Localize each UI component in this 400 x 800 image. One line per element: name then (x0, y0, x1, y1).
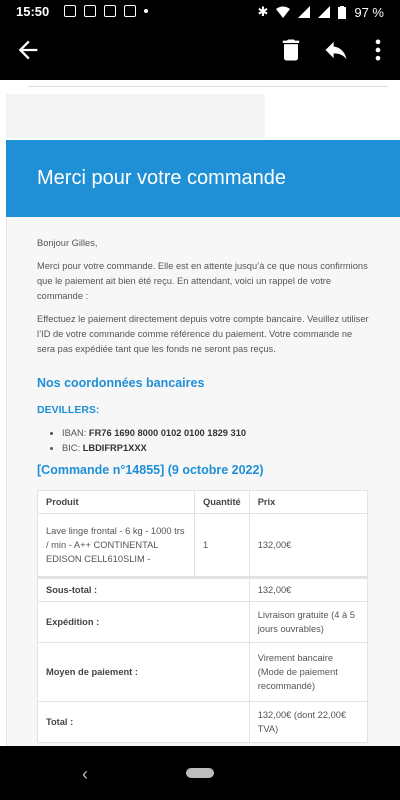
subtotal-value: 132,00€ (249, 578, 367, 602)
total-row (38, 702, 368, 743)
status-time: 15:50 (16, 4, 50, 19)
shipping-label: Expédition : (38, 602, 250, 643)
intro-paragraph: Merci pour votre commande. Elle est en attente jusqu’à ce que nous confirmions que le paiement ait bien été reçu. En attendant, voici un rappel de votre commande : (37, 261, 368, 301)
wifi-icon (276, 6, 290, 18)
divider (28, 86, 388, 87)
nav-back-icon[interactable]: ‹ (82, 764, 88, 784)
more-notifications-icon (144, 9, 148, 13)
reply-icon[interactable] (322, 36, 350, 64)
bank-section-title: Nos coordonnées bancaires (37, 376, 205, 390)
item-product: Lave linge frontal - 6 kg - 1000 trs / min - A++ CONTINENTAL EDISON CELL610SLIM - (38, 514, 195, 578)
message-notification-icon (104, 5, 116, 17)
battery-percent: 97 % (354, 4, 384, 20)
trash-icon[interactable] (277, 36, 305, 64)
bic-label: BIC: (62, 443, 81, 453)
payment-label: Moyen de paiement : (38, 643, 250, 702)
table-header-row (38, 491, 368, 514)
app-bar (0, 24, 400, 80)
payment-row (38, 643, 368, 702)
gallery-notification-icon (64, 5, 76, 17)
bic-item (62, 441, 246, 456)
order-table (37, 490, 368, 743)
chat-notification-icon (84, 5, 96, 17)
system-icons (257, 4, 384, 20)
system-nav-bar (0, 746, 400, 800)
email-content[interactable] (0, 80, 400, 746)
header-product: Produit (38, 491, 195, 514)
banner-title: Merci pour votre commande (37, 167, 286, 189)
account-name: DEVILLERS: (37, 404, 100, 416)
iban-value: FR76 1690 8000 0102 0100 1829 310 (88, 428, 247, 438)
notification-icons (64, 5, 148, 17)
bank-details (50, 426, 246, 456)
signal-2-icon (318, 6, 330, 18)
signal-icon (298, 6, 310, 18)
shipping-row (38, 602, 368, 643)
shipping-value: Livraison gratuite (4 à 5 jours ouvrables) (249, 602, 367, 643)
table-row (38, 514, 368, 578)
greeting: Bonjour Gilles, (37, 238, 98, 248)
status-bar (0, 0, 400, 24)
payment-instructions: Effectuez le paiement directement depuis votre compte bancaire. Veuillez utiliser l’ID de votre commande comme référence du paiement. Votre commande ne sera pas expédiée tant que les fonds ne seront pas reçus. (37, 314, 369, 354)
item-price: 132,00€ (249, 514, 367, 578)
payment-value: Virement bancaire (Mode de paiement recommandé) (249, 643, 367, 702)
header-quantity: Quantité (195, 491, 250, 514)
iban-item (62, 426, 246, 441)
battery-icon (338, 6, 346, 19)
arrow-left-icon[interactable] (14, 36, 42, 64)
email-banner (6, 140, 400, 217)
header-price: Prix (249, 491, 367, 514)
order-title: [Commande n°14855] (9 octobre 2022) (37, 463, 264, 477)
total-value: 132,00€ (dont 22,00€ TVA) (249, 702, 367, 743)
bluetooth-icon: ✱ (257, 4, 269, 19)
facebook-notification-icon (124, 5, 136, 17)
item-quantity: 1 (195, 514, 250, 578)
iban-label: IBAN: (62, 428, 87, 438)
subtotal-row (38, 578, 368, 602)
email-header-placeholder (6, 94, 265, 138)
more-vert-icon[interactable] (364, 36, 392, 64)
total-label: Total : (38, 702, 250, 743)
nav-home-pill[interactable] (186, 768, 214, 778)
bic-value: LBDIFRP1XXX (82, 443, 147, 453)
subtotal-label: Sous-total : (38, 578, 250, 602)
email-body (37, 236, 370, 365)
